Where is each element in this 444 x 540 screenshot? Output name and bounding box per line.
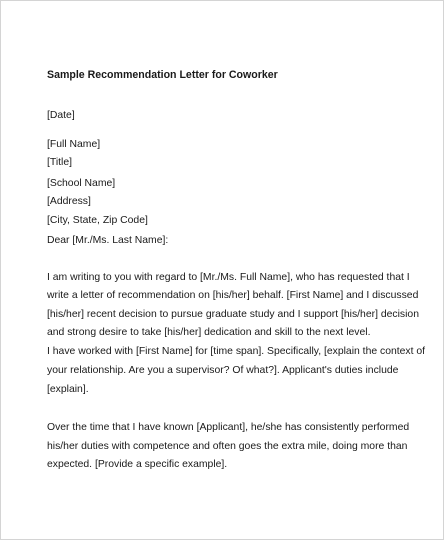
letter-title: Sample Recommendation Letter for Coworker [47,69,278,81]
address-city-state-zip: [City, State, Zip Code] [47,215,148,226]
paragraph2-line: I have worked with [First Name] for [time span]. Specifically, [explain the context of [47,346,426,357]
address-street: [Address] [47,196,91,207]
address-full-name: [Full Name] [47,139,101,150]
paragraph2-line: your relationship. Are you a supervisor? Of what?]. Applicant's duties include [47,365,399,376]
paragraph3-line: Over the time that I have known [Applicant], he/she has consistently performed [47,422,410,433]
paragraph2-line: [explain]. [47,384,89,395]
address-school-name: [School Name] [47,178,116,189]
paragraph1-line: and strong desire to take [his/her] dedication and skill to the next level. [47,327,371,338]
date-line: [Date] [47,110,75,121]
paragraph1-line: [his/her] recent decision to pursue graduate study and I support [his/her] decision [47,309,419,320]
salutation: Dear [Mr./Ms. Last Name]: [47,235,169,246]
paragraph1-line: write a letter of recommendation on [his/her] behalf. [First Name] and I discussed [47,290,419,301]
paragraph3-line: expected. [Provide a specific example]. [47,459,228,470]
paragraph3-line: his/her duties with competence and often goes the extra mile, doing more than [47,441,408,452]
paragraph1-line: I am writing to you with regard to [Mr./Ms. Full Name], who has requested that I [47,272,410,283]
address-title: [Title] [47,157,73,168]
